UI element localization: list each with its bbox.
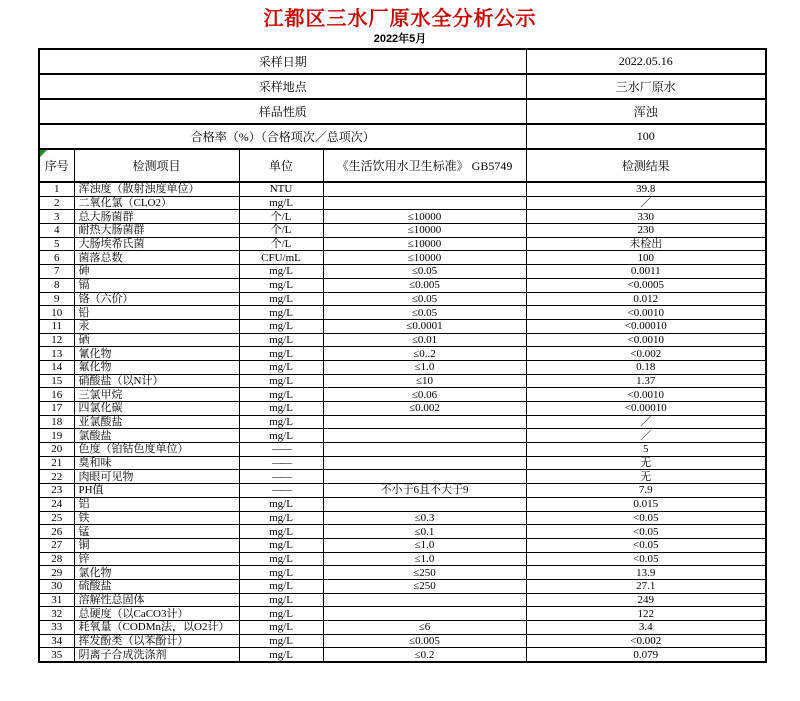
table-cell: 四氯化碳 <box>74 402 239 416</box>
table-cell: mg/L <box>239 429 323 443</box>
table-cell: 21 <box>39 456 74 470</box>
table-cell: mg/L <box>239 360 323 374</box>
table-cell: 18 <box>39 415 74 429</box>
info-row <box>39 74 766 99</box>
table-cell: ≤10000 <box>323 224 526 238</box>
table-row <box>39 360 766 374</box>
table-cell: 1 <box>39 182 74 196</box>
table-cell: mg/L <box>239 634 323 648</box>
info-label: 采样地点 <box>39 74 526 99</box>
table-cell: mg/L <box>239 525 323 539</box>
table-cell: 菌落总数 <box>74 251 239 265</box>
table-cell: 26 <box>39 525 74 539</box>
table-row <box>39 265 766 279</box>
table-cell: <0.0010 <box>526 333 766 347</box>
table-cell: 9 <box>39 292 74 306</box>
notice-page <box>0 7 800 663</box>
table-cell: NTU <box>239 182 323 196</box>
data-section <box>39 182 766 662</box>
table-cell: 无 <box>526 456 766 470</box>
table-row <box>39 347 766 361</box>
table-row <box>39 648 766 662</box>
table-cell: ／ <box>526 196 766 210</box>
table-cell <box>323 470 526 484</box>
table-cell: mg/L <box>239 579 323 593</box>
table-cell: 镉 <box>74 278 239 292</box>
table-cell: mg/L <box>239 278 323 292</box>
table-cell: 5 <box>39 237 74 251</box>
table-cell: <0.05 <box>526 552 766 566</box>
table-cell: ≤1.0 <box>323 552 526 566</box>
page-subtitle: 2022年5月 <box>373 33 427 45</box>
info-row <box>39 124 766 149</box>
table-cell: 肉眼可见物 <box>74 470 239 484</box>
table-cell: 3 <box>39 210 74 224</box>
info-value: 三水厂原水 <box>526 74 766 99</box>
column-header-label: 单位 <box>268 159 293 173</box>
table-cell: ≤0.1 <box>323 525 526 539</box>
table-row <box>39 292 766 306</box>
table-cell: 二氧化氯（CLO2） <box>74 196 239 210</box>
table-row <box>39 415 766 429</box>
table-cell: 35 <box>39 648 74 662</box>
table-cell: 锌 <box>74 552 239 566</box>
table-cell: mg/L <box>239 497 323 511</box>
excel-error-indicator-icon <box>40 150 47 157</box>
table-cell: 大肠埃希氏菌 <box>74 237 239 251</box>
table-cell: <0.0010 <box>526 388 766 402</box>
table-cell: 23 <box>39 484 74 498</box>
table-row <box>39 319 766 333</box>
column-header <box>74 149 239 182</box>
table-row <box>39 607 766 621</box>
table-cell: mg/L <box>239 607 323 621</box>
table-cell: mg/L <box>239 648 323 662</box>
info-label: 样品性质 <box>39 99 526 124</box>
table-cell: ≤10000 <box>323 237 526 251</box>
table-cell: 无 <box>526 470 766 484</box>
table-cell <box>323 443 526 457</box>
table-cell: ≤6 <box>323 621 526 635</box>
table-cell: mg/L <box>239 566 323 580</box>
table-cell: mg/L <box>239 538 323 552</box>
column-header <box>239 149 323 182</box>
table-cell: mg/L <box>239 374 323 388</box>
table-cell: ≤0.06 <box>323 388 526 402</box>
table-row <box>39 429 766 443</box>
table-cell: 铝 <box>74 497 239 511</box>
table-cell: ≤10000 <box>323 251 526 265</box>
table-row <box>39 196 766 210</box>
table-cell <box>323 497 526 511</box>
table-cell: ≤0.05 <box>323 292 526 306</box>
table-cell: 230 <box>526 224 766 238</box>
table-cell: ≤0.002 <box>323 402 526 416</box>
table-cell: mg/L <box>239 511 323 525</box>
table-cell: 24 <box>39 497 74 511</box>
table-cell: ≤1.0 <box>323 360 526 374</box>
table-cell: 耗氧量（CODMn法，以O2计） <box>74 621 239 635</box>
table-cell: 砷 <box>74 265 239 279</box>
table-cell: 100 <box>526 251 766 265</box>
table-row <box>39 237 766 251</box>
table-cell: 个/L <box>239 210 323 224</box>
table-cell: ／ <box>526 429 766 443</box>
table-row <box>39 579 766 593</box>
info-value: 2022.05.16 <box>526 49 766 74</box>
table-cell: 15 <box>39 374 74 388</box>
table-row <box>39 388 766 402</box>
table-cell: 7.9 <box>526 484 766 498</box>
table-row <box>39 456 766 470</box>
table-cell: 氯化物 <box>74 566 239 580</box>
table-cell: 20 <box>39 443 74 457</box>
table-cell: —— <box>239 470 323 484</box>
table-cell: 硝酸盐（以N计） <box>74 374 239 388</box>
table-cell: 27.1 <box>526 579 766 593</box>
info-row <box>39 49 766 74</box>
table-row <box>39 470 766 484</box>
table-cell: <0.0010 <box>526 306 766 320</box>
table-cell: mg/L <box>239 388 323 402</box>
table-row <box>39 634 766 648</box>
table-cell: 11 <box>39 319 74 333</box>
table-cell: mg/L <box>239 306 323 320</box>
table-cell: mg/L <box>239 319 323 333</box>
info-value: 100 <box>526 124 766 149</box>
column-header-label: 《生活饮用水卫生标准》 GB5749 <box>336 159 513 173</box>
table-cell: 锰 <box>74 525 239 539</box>
table-cell: <0.00010 <box>526 402 766 416</box>
table-cell: ≤0.01 <box>323 333 526 347</box>
table-cell: 19 <box>39 429 74 443</box>
table-header-row <box>39 149 766 182</box>
table-cell: mg/L <box>239 402 323 416</box>
table-cell: ／ <box>526 415 766 429</box>
column-header-label: 检测结果 <box>621 159 670 173</box>
table-cell: 氯酸盐 <box>74 429 239 443</box>
table-cell: 32 <box>39 607 74 621</box>
table-cell: ≤250 <box>323 579 526 593</box>
table-cell: 8 <box>39 278 74 292</box>
table-cell: 耐热大肠菌群 <box>74 224 239 238</box>
table-cell: 249 <box>526 593 766 607</box>
page-title: 江都区三水厂原水全分析公示 <box>263 8 537 30</box>
table-cell: 色度（铂钴色度单位） <box>74 443 239 457</box>
table-cell: mg/L <box>239 552 323 566</box>
table-cell: 33 <box>39 621 74 635</box>
table-cell: 25 <box>39 511 74 525</box>
table-cell: mg/L <box>239 265 323 279</box>
table-cell: 三氯甲烷 <box>74 388 239 402</box>
table-cell: 13.9 <box>526 566 766 580</box>
table-cell: 2 <box>39 196 74 210</box>
table-cell: <0.05 <box>526 538 766 552</box>
table-row <box>39 511 766 525</box>
table-cell: 31 <box>39 593 74 607</box>
table-cell: 个/L <box>239 237 323 251</box>
table-cell: 330 <box>526 210 766 224</box>
table-cell: ≤0.05 <box>323 306 526 320</box>
table-cell: ≤0.2 <box>323 648 526 662</box>
table-cell: 0.015 <box>526 497 766 511</box>
table-cell: 0.079 <box>526 648 766 662</box>
table-cell: 39.8 <box>526 182 766 196</box>
table-cell: 挥发酚类（以苯酚计） <box>74 634 239 648</box>
info-section <box>39 49 766 149</box>
table-cell: <0.002 <box>526 634 766 648</box>
table-row <box>39 484 766 498</box>
table-cell: 10 <box>39 306 74 320</box>
table-cell: 28 <box>39 552 74 566</box>
column-header <box>526 149 766 182</box>
column-header-label: 检测项目 <box>132 159 181 173</box>
table-cell: 0.18 <box>526 360 766 374</box>
table-cell: 铅 <box>74 306 239 320</box>
table-cell <box>323 456 526 470</box>
table-cell: ≤250 <box>323 566 526 580</box>
table-cell <box>323 593 526 607</box>
table-cell: mg/L <box>239 593 323 607</box>
table-cell: 0.012 <box>526 292 766 306</box>
table-cell: —— <box>239 456 323 470</box>
column-header-label: 序号 <box>44 159 69 173</box>
table-cell: 7 <box>39 265 74 279</box>
table-row <box>39 402 766 416</box>
table-cell: 0.0011 <box>526 265 766 279</box>
column-header <box>39 149 74 182</box>
table-cell: <0.05 <box>526 525 766 539</box>
table-cell: 铬（六价） <box>74 292 239 306</box>
table-cell: ≤10000 <box>323 210 526 224</box>
table-cell: 27 <box>39 538 74 552</box>
table-cell: 氰化物 <box>74 347 239 361</box>
table-cell: 氟化物 <box>74 360 239 374</box>
analysis-table <box>38 48 767 663</box>
table-cell: CFU/mL <box>239 251 323 265</box>
table-cell: PH值 <box>74 484 239 498</box>
table-row <box>39 552 766 566</box>
table-cell: 总硬度（以CaCO3计） <box>74 607 239 621</box>
table-row <box>39 621 766 635</box>
table-row <box>39 251 766 265</box>
table-cell: 个/L <box>239 224 323 238</box>
table-cell: 阴离子合成洗涤剂 <box>74 648 239 662</box>
table-cell: 29 <box>39 566 74 580</box>
table-row <box>39 443 766 457</box>
table-cell: —— <box>239 443 323 457</box>
table-cell: 亚氯酸盐 <box>74 415 239 429</box>
table-cell: 硫酸盐 <box>74 579 239 593</box>
table-cell: 13 <box>39 347 74 361</box>
table-cell: 不小于6且不大于9 <box>323 484 526 498</box>
table-row <box>39 497 766 511</box>
table-cell: 1.37 <box>526 374 766 388</box>
table-row <box>39 278 766 292</box>
table-cell <box>323 415 526 429</box>
table-row <box>39 210 766 224</box>
info-label: 采样日期 <box>39 49 526 74</box>
table-cell: ≤0.005 <box>323 634 526 648</box>
table-row <box>39 333 766 347</box>
table-cell: 30 <box>39 579 74 593</box>
table-cell: 5 <box>526 443 766 457</box>
table-cell: mg/L <box>239 333 323 347</box>
table-cell: 122 <box>526 607 766 621</box>
table-cell: ≤10 <box>323 374 526 388</box>
table-cell: <0.05 <box>526 511 766 525</box>
table-cell: ≤0.05 <box>323 265 526 279</box>
table-cell: mg/L <box>239 196 323 210</box>
table-cell: 汞 <box>74 319 239 333</box>
table-cell: 硒 <box>74 333 239 347</box>
table-cell <box>323 196 526 210</box>
table-cell: mg/L <box>239 347 323 361</box>
table-cell: 浑浊度（散射浊度单位） <box>74 182 239 196</box>
table-cell: 溶解性总固体 <box>74 593 239 607</box>
table-cell: 铜 <box>74 538 239 552</box>
table-cell: 未检出 <box>526 237 766 251</box>
table-cell: 6 <box>39 251 74 265</box>
column-header <box>323 149 526 182</box>
table-cell: ≤0.0001 <box>323 319 526 333</box>
table-cell: 22 <box>39 470 74 484</box>
table-row <box>39 224 766 238</box>
table-cell <box>323 429 526 443</box>
table-cell <box>323 182 526 196</box>
table-cell: <0.002 <box>526 347 766 361</box>
table-cell: 铁 <box>74 511 239 525</box>
table-cell: 3.4 <box>526 621 766 635</box>
table-cell: mg/L <box>239 621 323 635</box>
info-value: 浑浊 <box>526 99 766 124</box>
table-row <box>39 374 766 388</box>
table-cell: ≤0.005 <box>323 278 526 292</box>
table-cell: mg/L <box>239 415 323 429</box>
table-row <box>39 525 766 539</box>
info-row <box>39 99 766 124</box>
table-cell: <0.0005 <box>526 278 766 292</box>
table-cell: <0.00010 <box>526 319 766 333</box>
table-cell: 34 <box>39 634 74 648</box>
table-cell: 17 <box>39 402 74 416</box>
info-label: 合格率（%）（合格项次／总项次） <box>39 124 526 149</box>
table-cell <box>323 607 526 621</box>
table-row <box>39 182 766 196</box>
table-cell: 12 <box>39 333 74 347</box>
table-row <box>39 593 766 607</box>
table-cell: mg/L <box>239 292 323 306</box>
table-cell: ≤1.0 <box>323 538 526 552</box>
table-row <box>39 566 766 580</box>
table-row <box>39 538 766 552</box>
table-cell: 臭和味 <box>74 456 239 470</box>
table-cell: 16 <box>39 388 74 402</box>
table-cell: —— <box>239 484 323 498</box>
header-section <box>39 149 766 182</box>
table-cell: ≤0..2 <box>323 347 526 361</box>
table-row <box>39 306 766 320</box>
table-cell: 总大肠菌群 <box>74 210 239 224</box>
table-cell: 4 <box>39 224 74 238</box>
table-cell: 14 <box>39 360 74 374</box>
table-cell: ≤0.3 <box>323 511 526 525</box>
